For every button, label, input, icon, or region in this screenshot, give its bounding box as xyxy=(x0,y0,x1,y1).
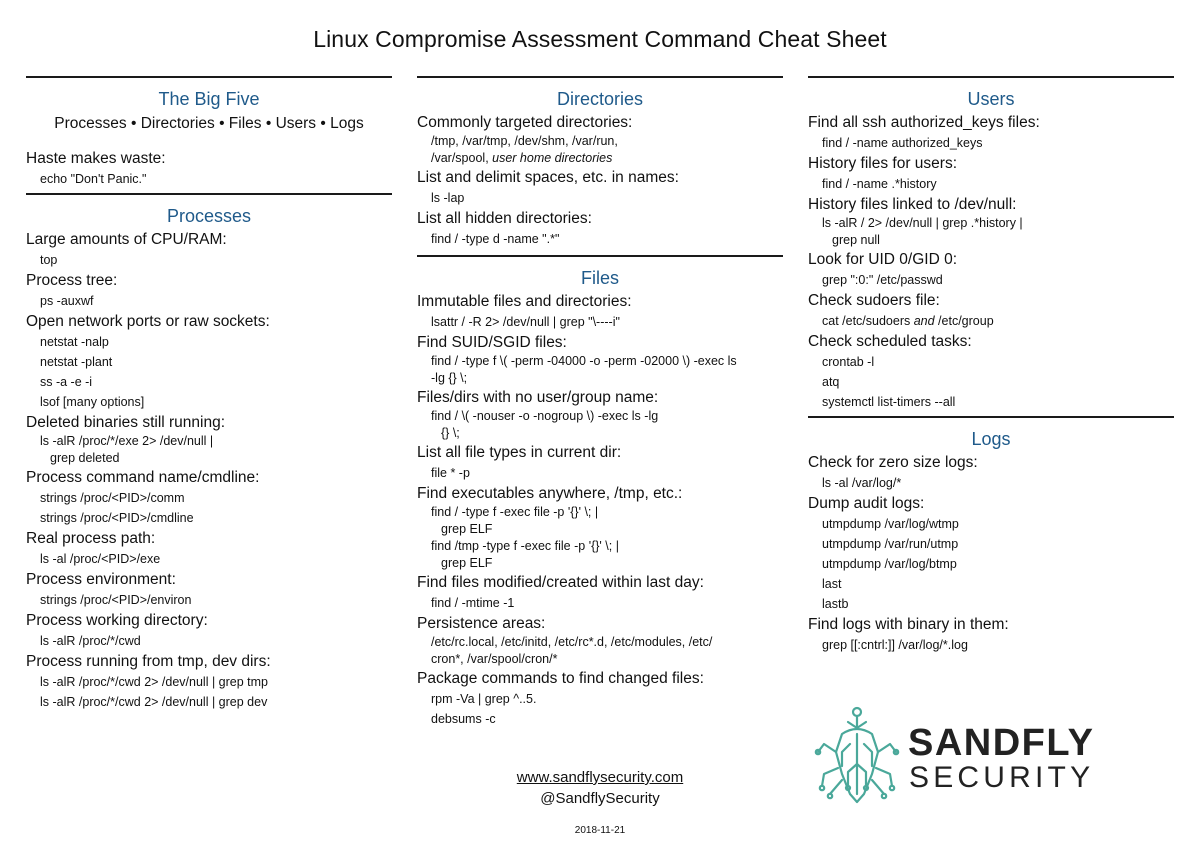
section-divider xyxy=(808,76,1174,78)
command-line: {} \; xyxy=(441,426,460,440)
command-block xyxy=(26,468,392,528)
command-block xyxy=(417,333,783,387)
command-line: ls -al /var/log/* xyxy=(822,476,902,490)
command-label: Look for UID 0/GID 0: xyxy=(808,251,958,268)
command-line: grep ":0:" /etc/passwd xyxy=(822,273,943,287)
command-label: List all file types in current dir: xyxy=(417,444,622,461)
command-line: lastb xyxy=(822,597,849,611)
command-line: ls -alR /proc/*/cwd xyxy=(40,634,141,648)
command-line: find / \( -nouser -o -nogroup \) -exec ls -lg xyxy=(431,409,659,423)
command-line: strings /proc/<PID>/comm xyxy=(40,491,185,505)
command-line: strings /proc/<PID>/cmdline xyxy=(40,511,194,525)
command-line: crontab -l xyxy=(822,355,875,369)
command-block xyxy=(808,494,1174,614)
command-line: -lg {} \; xyxy=(431,371,468,385)
logs-list xyxy=(808,453,1174,655)
command-label: Find executables anywhere, /tmp, etc.: xyxy=(417,485,683,502)
command-line: grep [[:cntrl:]] /var/log/*.log xyxy=(822,638,968,652)
command-line: strings /proc/<PID>/environ xyxy=(40,593,192,607)
targeted-dirs-line: /var/spool, user home directories xyxy=(431,151,613,165)
command-label: Process tree: xyxy=(26,272,118,289)
command-block xyxy=(26,611,392,651)
page-title: Linux Compromise Assessment Command Cheat Sheet xyxy=(313,26,887,52)
command-block xyxy=(26,570,392,610)
command-block xyxy=(808,453,1174,493)
command-line: rpm -Va | grep ^..5. xyxy=(431,692,537,706)
command-label: Persistence areas: xyxy=(417,615,546,632)
command-line: grep deleted xyxy=(50,451,120,465)
big-five-list: Processes • Directories • Files • Users • Logs xyxy=(54,115,364,132)
section-divider xyxy=(808,416,1174,418)
command-line: utmpdump /var/run/utmp xyxy=(822,537,959,551)
command-label: List all hidden directories: xyxy=(417,210,592,227)
haste-command: echo "Don't Panic." xyxy=(40,172,147,186)
command-line: ls -alR /proc/*/cwd 2> /dev/null | grep tmp xyxy=(40,675,268,689)
command-line: lsattr / -R 2> /dev/null | grep "\----i" xyxy=(431,315,620,329)
section-title-logs: Logs xyxy=(971,429,1011,449)
command-block xyxy=(808,154,1174,194)
command-label: History files linked to /dev/null: xyxy=(808,196,1017,213)
command-label: Check for zero size logs: xyxy=(808,454,978,471)
command-label: Deleted binaries still running: xyxy=(26,414,226,431)
users-list xyxy=(808,113,1174,412)
command-block xyxy=(26,312,392,412)
command-block xyxy=(417,573,783,613)
command-block xyxy=(417,669,783,729)
command-line: find / -name .*history xyxy=(822,177,937,191)
command-block xyxy=(417,209,783,249)
command-label: Process running from tmp, dev dirs: xyxy=(26,653,271,670)
directories-list xyxy=(417,168,783,249)
command-block xyxy=(808,250,1174,290)
command-line: ls -lap xyxy=(431,191,465,205)
command-line: grep null xyxy=(832,233,880,247)
command-label: History files for users: xyxy=(808,155,958,172)
twitter-handle: @SandflySecurity xyxy=(540,790,660,807)
publish-date: 2018-11-21 xyxy=(574,825,626,836)
command-line: systemctl list-timers --all xyxy=(822,395,956,409)
command-line: find / -mtime -1 xyxy=(431,596,515,610)
command-block xyxy=(26,271,392,311)
column-right xyxy=(808,76,1174,655)
command-block xyxy=(26,652,392,712)
command-line: grep ELF xyxy=(441,522,493,536)
command-label: Process environment: xyxy=(26,571,176,588)
command-block xyxy=(808,332,1174,412)
command-label: Find files modified/created within last day: xyxy=(417,574,704,591)
command-block xyxy=(417,614,783,668)
section-divider xyxy=(417,255,783,257)
command-block xyxy=(417,168,783,208)
processes-list xyxy=(26,230,392,712)
command-block xyxy=(808,113,1174,153)
command-block xyxy=(417,292,783,332)
sandfly-circuit-logo-icon xyxy=(812,704,902,808)
command-line: atq xyxy=(822,375,840,389)
column-middle xyxy=(417,76,783,729)
section-title-directories: Directories xyxy=(556,89,644,109)
command-block xyxy=(808,291,1174,331)
command-line: find / -type d -name ".*" xyxy=(431,232,560,246)
command-label: Real process path: xyxy=(26,530,156,547)
command-block xyxy=(808,195,1174,249)
logo-wordmark-line2: SECURITY xyxy=(909,761,1095,794)
targeted-dirs-label: Commonly targeted directories: xyxy=(417,114,633,131)
command-label: Find logs with binary in them: xyxy=(808,616,1009,633)
section-divider xyxy=(26,76,392,78)
command-label: Find SUID/SGID files: xyxy=(417,334,567,351)
command-line: top xyxy=(40,253,58,267)
command-label: Find all ssh authorized_keys files: xyxy=(808,114,1040,131)
section-title-users: Users xyxy=(967,89,1015,109)
command-label: Immutable files and directories: xyxy=(417,293,632,310)
command-label: Files/dirs with no user/group name: xyxy=(417,389,659,406)
command-block xyxy=(26,413,392,467)
command-label: Process working directory: xyxy=(26,612,208,629)
command-line: cron*, /var/spool/cron/* xyxy=(431,652,558,666)
command-label: Check scheduled tasks: xyxy=(808,333,972,350)
command-block xyxy=(808,615,1174,655)
command-label: List and delimit spaces, etc. in names: xyxy=(417,169,679,186)
command-line: lsof [many options] xyxy=(40,395,145,409)
section-title-files: Files xyxy=(580,268,619,288)
command-line: cat /etc/sudoers and /etc/group xyxy=(822,314,994,328)
sandfly-logo xyxy=(812,704,1132,808)
command-block xyxy=(417,388,783,442)
command-label: Open network ports or raw sockets: xyxy=(26,313,270,330)
command-line: find / -name authorized_keys xyxy=(822,136,983,150)
command-block xyxy=(26,230,392,270)
command-line: find / -type f -exec file -p '{}' \; | xyxy=(431,505,599,519)
command-line: ls -alR /proc/*/exe 2> /dev/null | xyxy=(40,434,214,448)
section-title-processes: Processes xyxy=(166,206,252,226)
command-label: Package commands to find changed files: xyxy=(417,670,704,687)
targeted-dirs-line: /tmp, /var/tmp, /dev/shm, /var/run, xyxy=(431,134,618,148)
command-line: file * -p xyxy=(431,466,470,480)
command-line: utmpdump /var/log/wtmp xyxy=(822,517,959,531)
command-line: debsums -c xyxy=(431,712,496,726)
command-line: netstat -nalp xyxy=(40,335,109,349)
website-link[interactable]: www.sandflysecurity.com xyxy=(516,769,684,786)
command-label: Process command name/cmdline: xyxy=(26,469,260,486)
command-line: grep ELF xyxy=(441,556,493,570)
command-line: utmpdump /var/log/btmp xyxy=(822,557,957,571)
command-line: find / -type f \( -perm -04000 -o -perm -02000 \) -exec ls xyxy=(431,354,737,368)
column-left xyxy=(26,76,392,712)
command-line: /etc/rc.local, /etc/initd, /etc/rc*.d, /etc/modules, /etc/ xyxy=(431,635,713,649)
command-line: ls -al /proc/<PID>/exe xyxy=(40,552,161,566)
section-divider xyxy=(26,193,392,195)
command-block xyxy=(26,529,392,569)
command-line: ps -auxwf xyxy=(40,294,94,308)
command-line: ls -alR / 2> /dev/null | grep .*history | xyxy=(822,216,1023,230)
command-line: ls -alR /proc/*/cwd 2> /dev/null | grep dev xyxy=(40,695,268,709)
command-line: ss -a -e -i xyxy=(40,375,93,389)
command-label: Check sudoers file: xyxy=(808,292,940,309)
command-line: netstat -plant xyxy=(40,355,113,369)
command-line: find /tmp -type f -exec file -p '{}' \; | xyxy=(431,539,619,553)
command-block xyxy=(417,484,783,572)
section-title-big-five: The Big Five xyxy=(158,89,260,109)
command-line: last xyxy=(822,577,842,591)
section-divider xyxy=(417,76,783,78)
haste-label: Haste makes waste: xyxy=(26,150,166,167)
command-label: Dump audit logs: xyxy=(808,495,925,512)
command-block xyxy=(417,443,783,483)
files-list xyxy=(417,292,783,729)
logo-wordmark-line1: SANDFLY xyxy=(908,722,1095,764)
command-label: Large amounts of CPU/RAM: xyxy=(26,231,227,248)
